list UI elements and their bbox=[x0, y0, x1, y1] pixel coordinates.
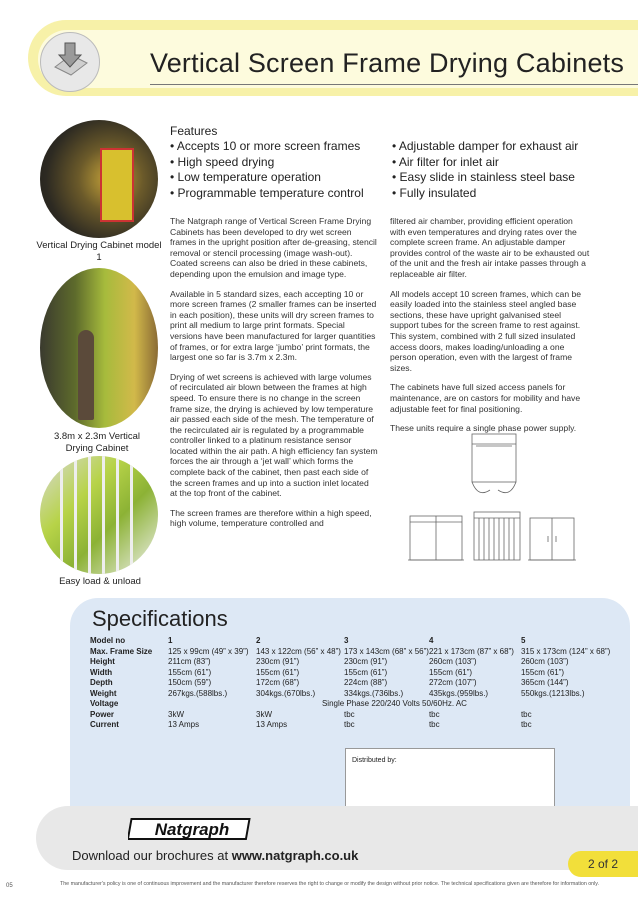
photo-large-cabinet bbox=[40, 268, 158, 428]
spec-row bbox=[90, 668, 621, 679]
spec-cell: 272cm (107”) bbox=[428, 678, 477, 687]
spec-cell: 334kgs.(736lbs.) bbox=[344, 688, 404, 698]
spec-row bbox=[90, 699, 621, 710]
spec-cell: 3kW bbox=[256, 709, 272, 719]
spec-label: Width bbox=[90, 667, 113, 677]
spec-row bbox=[90, 636, 621, 647]
spec-cell: 150cm (59”) bbox=[168, 678, 212, 687]
spec-cell: 260cm (103”) bbox=[520, 657, 569, 666]
spec-cell: tbc bbox=[520, 709, 532, 719]
features-list-left bbox=[170, 139, 364, 201]
spec-cell: 1 bbox=[168, 636, 173, 645]
features-heading: Features bbox=[170, 124, 218, 138]
natgraph-logo bbox=[128, 816, 254, 842]
spec-cell: tbc bbox=[428, 720, 440, 729]
feature-item: • Adjustable damper for exhaust air bbox=[392, 139, 578, 155]
body-column-1 bbox=[170, 216, 378, 538]
body-paragraph: Drying of wet screens is achieved with large volumes of recirculated air blown between the frames at high speed. To ensure there is no change in the screen frame size, the drying is achieved by low temperature air passed each side of the mesh. The temperature of the recirculated air is regulated by a programmable controller linked to a platinum resistance sensor located within the air path. A high efficiency fan system forces the air through a ‘jet wall’ which forms the complete back of the cabinet, then past each side of the screen frames and up into a suction inlet located at the top front of the cabinet. bbox=[170, 371, 378, 499]
feature-item: • Fully insulated bbox=[392, 186, 578, 202]
body-paragraph: Available in 5 standard sizes, each accepting 10 or more screen frames (2 smaller frames can be inserted in each position), these units will dry screen frames to print all medium to large print formats. Special versions have been manufactured for larger quantities of frames, or for extra large ‘jumbo’ print formats, the largest one so far is 3.7m x 2.3m. bbox=[170, 288, 377, 363]
spec-row bbox=[90, 720, 621, 731]
spec-cell: tbc bbox=[344, 709, 355, 719]
features-list-right bbox=[392, 139, 578, 201]
spec-cell: 143 x 122cm (56” x 48”) bbox=[256, 646, 341, 656]
body-paragraph: The Natgraph range of Vertical Screen Frame Drying Cabinets has been developed to dry wet screen frames in the upright position after de-greasing, stencil removal or stencil processing (image wash-out). Coated screens can also be dried in these cabinets, depending upon the emulsion and image type. bbox=[170, 216, 377, 279]
spec-label: Height bbox=[90, 657, 115, 666]
spec-cell: 221 x 173cm (87” x 68”) bbox=[428, 646, 514, 656]
spec-cell: tbc bbox=[344, 720, 355, 729]
photo-caption-1: Vertical Drying Cabinet model 1 bbox=[36, 240, 162, 263]
page-title: Vertical Screen Frame Drying Cabinets bbox=[150, 48, 625, 78]
spec-label: Weight bbox=[90, 688, 117, 698]
spec-cell: 5 bbox=[520, 636, 526, 645]
spec-cell: 365cm (144”) bbox=[520, 678, 569, 687]
cabinet-drawings bbox=[404, 432, 600, 572]
website-link[interactable]: www.natgraph.co.uk bbox=[231, 848, 359, 863]
body-paragraph: The cabinets have full sized access panels for maintenance, are on castors for mobility and have adjustable feet for final positioning. bbox=[390, 382, 581, 414]
spec-cell: 304kgs.(670lbs.) bbox=[256, 688, 316, 698]
spec-cell: 315 x 173cm (124” x 68”) bbox=[520, 646, 611, 656]
page-indicator: 2 of 2 bbox=[568, 851, 638, 877]
spec-cell: 173 x 143cm (68” x 56”) bbox=[344, 646, 429, 656]
spec-cell: 13 Amps bbox=[256, 720, 288, 729]
spec-row bbox=[90, 678, 621, 689]
spec-row bbox=[90, 647, 621, 658]
spec-cell: 435kgs.(959lbs.) bbox=[428, 688, 489, 698]
specifications-heading: Specifications bbox=[92, 606, 228, 631]
spec-cell: 260cm (103”) bbox=[428, 657, 477, 666]
feature-item: • Programmable temperature control bbox=[170, 186, 364, 202]
feature-item: • Accepts 10 or more screen frames bbox=[170, 139, 364, 155]
spec-cell: 3 bbox=[344, 636, 349, 645]
body-column-2 bbox=[390, 216, 590, 443]
photo-caption-2: 3.8m x 2.3m Vertical Drying Cabinet bbox=[53, 431, 141, 454]
spec-cell: 550kgs.(1213lbs.) bbox=[520, 688, 585, 698]
disclaimer: The manufacturer's policy is one of continuous improvement and the manufacturer therefore reserves the right to change or modify the design without prior notice. The technical specifications given are therefore for information only. bbox=[60, 881, 600, 887]
spec-cell: 267kgs.(588lbs.) bbox=[168, 688, 228, 698]
feature-item: • Easy slide in stainless steel base bbox=[392, 170, 578, 186]
spec-cell: 155cm (61”) bbox=[168, 667, 212, 677]
spec-cell: 230cm (91”) bbox=[256, 657, 300, 666]
title-divider bbox=[150, 84, 638, 85]
download-text: Download our brochures at www.natgraph.co.uk bbox=[72, 848, 359, 863]
spec-label: Depth bbox=[90, 678, 113, 687]
spec-label: Max. Frame Size bbox=[90, 646, 153, 656]
spec-cell: tbc bbox=[428, 709, 440, 719]
feature-item: • Low temperature operation bbox=[170, 170, 364, 186]
spec-cell: tbc bbox=[520, 720, 532, 729]
spec-label: Voltage bbox=[90, 699, 119, 708]
spec-cell: 13 Amps bbox=[168, 720, 200, 729]
spec-row bbox=[90, 689, 621, 700]
body-paragraph: All models accept 10 screen frames, which can be easily loaded into the stainless steel angled base sections, these have upright galvanised steel support tubes for the screen frame to rest against. This system, combined with 2 full sized insulated access doors, makes loading/unloading a one person operation, even with the largest of frame sizes. bbox=[390, 288, 582, 373]
spec-cell: 3kW bbox=[168, 709, 184, 719]
spec-cell: 224cm (88”) bbox=[344, 678, 388, 687]
spec-cell: 2 bbox=[256, 636, 261, 645]
spec-cell: 211cm (83”) bbox=[168, 657, 211, 666]
logo-text: Natgraph bbox=[154, 820, 230, 839]
spec-label: Model no bbox=[90, 636, 126, 645]
brand-emblem-icon bbox=[40, 32, 100, 92]
body-paragraph: The screen frames are therefore within a high speed, high volume, temperature controlled and bbox=[170, 507, 372, 529]
spec-row bbox=[90, 657, 621, 668]
body-paragraph: filtered air chamber, providing efficient operation with even temperatures and drying rates over the complete screen frame. An adjustable damper provides control of the waste air to be exhausted out of the unit and the fresh air intake passes through a replaceable air filter. bbox=[390, 216, 590, 279]
spec-label: Power bbox=[90, 709, 115, 719]
spec-voltage-value: Single Phase 220/240 Volts 50/60Hz. AC bbox=[321, 699, 467, 708]
spec-cell: 155cm (61”) bbox=[520, 667, 565, 677]
spec-cell: 155cm (61”) bbox=[256, 667, 300, 677]
specifications-table bbox=[90, 636, 621, 731]
page-number: 05 bbox=[6, 883, 13, 889]
photo-loading-frames bbox=[40, 456, 158, 574]
spec-cell: 155cm (61”) bbox=[428, 667, 473, 677]
body-paragraph: These units require a single phase power supply. bbox=[390, 423, 577, 434]
distributor-label: Distributed by: bbox=[352, 757, 397, 764]
spec-cell: 230cm (91”) bbox=[344, 657, 388, 666]
photo-caption-3: Easy load & unload bbox=[59, 576, 141, 587]
spec-label: Current bbox=[90, 720, 119, 729]
spec-cell: 4 bbox=[428, 636, 434, 645]
spec-cell: 125 x 99cm (49” x 39”) bbox=[168, 646, 249, 656]
spec-cell: 155cm (61”) bbox=[344, 667, 388, 677]
spec-cell: 172cm (68”) bbox=[256, 678, 300, 687]
feature-item: • Air filter for inlet air bbox=[392, 155, 578, 171]
photo-cabinet-model-1 bbox=[40, 120, 158, 238]
feature-item: • High speed drying bbox=[170, 155, 364, 171]
spec-row bbox=[90, 710, 621, 721]
